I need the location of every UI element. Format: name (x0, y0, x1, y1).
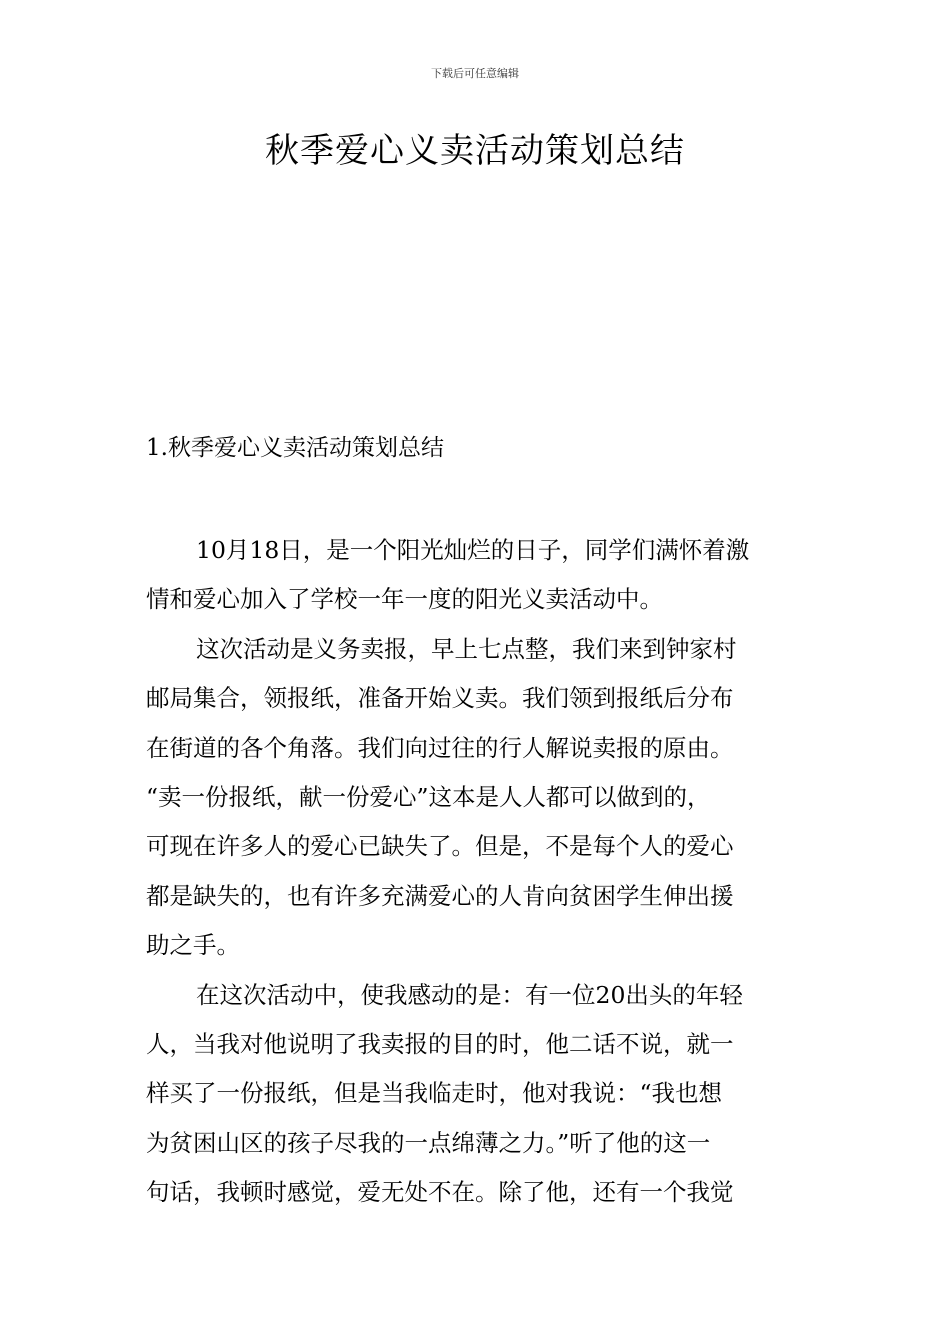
body-line: 这次活动是义务卖报，早上七点整，我们来到钟家村 (196, 634, 737, 663)
body-line: 10月18日，是一个阳光灿烂的日子，同学们满怀着激 (196, 536, 750, 564)
header-note: 下载后可任意编辑 (431, 67, 519, 80)
body-line: 句话，我顿时感觉，爱无处不在。除了他，还有一个我觉 (146, 1178, 734, 1207)
body-line: 可现在许多人的爱心已缺失了。但是，不是每个人的爱心 (146, 832, 734, 861)
body-line: 在街道的各个角落。我们向过往的行人解说卖报的原由。 (146, 733, 734, 762)
section-heading: 1.秋季爱心义卖活动策划总结 (146, 435, 444, 461)
document-body (146, 530, 806, 1221)
body-line: 在这次活动中，使我感动的是：有一位20出头的年轻 (196, 980, 743, 1009)
body-line: “卖一份报纸，献一份爱心”这本是人人都可以做到的， (146, 782, 711, 811)
document-title: 秋季爱心义卖活动策划总结 (265, 131, 685, 171)
body-line: 都是缺失的，也有许多充满爱心的人肯向贫困学生伸出援 (146, 881, 734, 910)
body-line: 为贫困山区的孩子尽我的一点绵薄之力。”听了他的这一 (146, 1128, 711, 1157)
body-line: 人，当我对他说明了我卖报的目的时，他二话不说，就一 (146, 1029, 734, 1058)
body-line: 助之手。 (146, 931, 240, 960)
body-line: 邮局集合，领报纸，准备开始义卖。我们领到报纸后分布 (146, 684, 734, 713)
body-line: 情和爱心加入了学校一年一度的阳光义卖活动中。 (146, 585, 663, 614)
body-line: 样买了一份报纸，但是当我临走时，他对我说：“我也想 (146, 1079, 723, 1108)
